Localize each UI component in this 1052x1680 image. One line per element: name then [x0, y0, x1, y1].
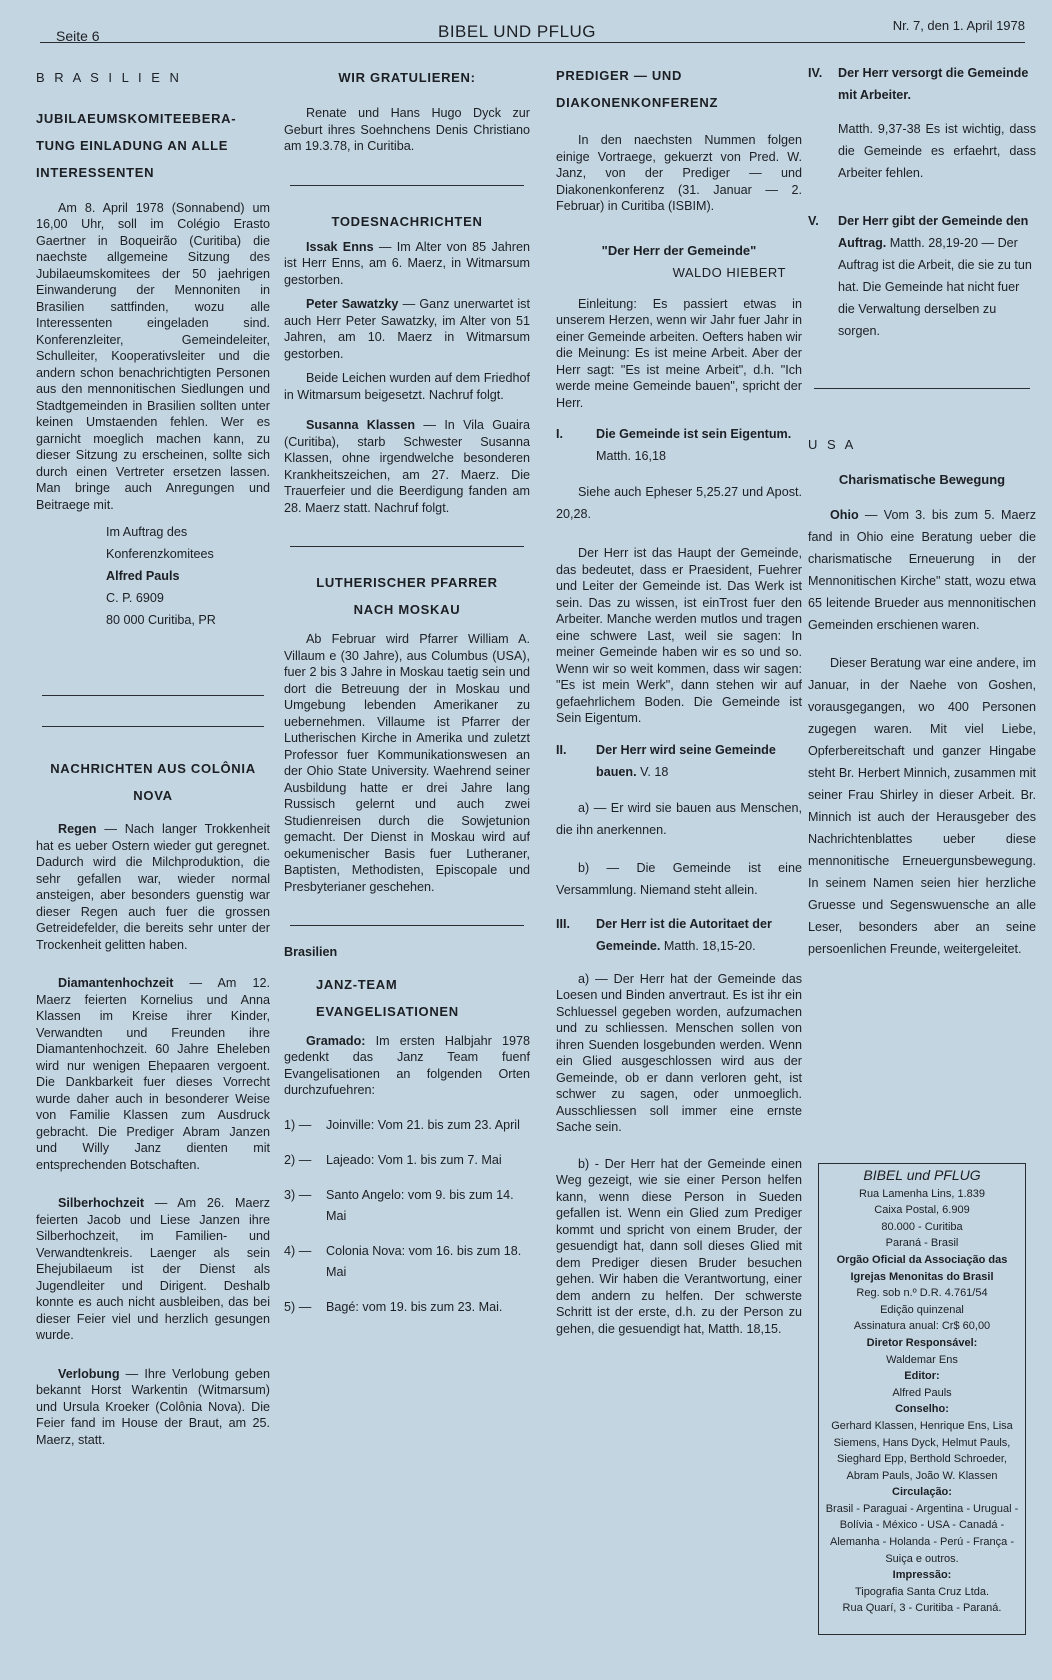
list-item: [284, 1185, 530, 1227]
list-number: 2) —: [284, 1152, 312, 1167]
heading-number: V.: [808, 214, 819, 228]
article-body: b) — Die Gemeinde ist eine Versammlung. Niemand steht allein.: [556, 860, 802, 897]
divider: [42, 726, 264, 727]
numbered-heading: [808, 210, 1036, 342]
box-title: BIBEL und PFLUG: [863, 1167, 981, 1183]
list-number: 5) —: [284, 1299, 312, 1314]
page-number: Seite 6: [56, 28, 100, 44]
numbered-heading: [556, 913, 802, 957]
item-lead: Diamantenhochzeit: [58, 976, 174, 990]
box-line: Conselho:: [895, 1403, 949, 1416]
item-text: — Am 26. Maerz feierten Jacob und Liese Janzen ihre Silberhochzeit, im Familien- und Verwandtenkreis. Laenger als sein Ehejubilaeum ist der Dienst als Jugendleiter und Dirigent. Deshalb konnte es auch nicht ausbleiben, das bei dieser Feier viel und herzlich gesungen wurde.: [36, 1196, 270, 1342]
item-lead: Ohio: [830, 508, 859, 522]
heading-ref: Matth. 16,18: [596, 449, 667, 463]
item-lead: Peter Sawatzky: [306, 297, 399, 311]
item-text: — Ganz unerwartet ist auch Herr Peter Sawatzky, im Alter von 51 Jahren, am 10. Maerz in Witmarsum gestorben.: [284, 297, 530, 361]
item-text: — Am 12. Maerz feierten Kornelius und Anna Klassen im Kreise ihrer Kinder, Verwandten und Freunden ihre Diamantenhochzeit. 60 Jahre Eheleben wird nur wenigen Ehepaaren vergoent. Die Dankbarkeit fuer dieses Vorrecht wurde daher auch in besonderer Weise von Familie Klassen zum Ausdruck gebracht. Die Prediger Abram Janzen und Willy Janz dienten mit entsprechenden Botschaften.: [36, 976, 270, 1172]
box-line: Alfred Pauls: [892, 1386, 952, 1399]
article-body: Beide Leichen wurden auf dem Friedhof in Witmarsum beigesetzt. Nachruf folgt.: [284, 371, 530, 402]
item-text: — In Vila Guaira (Curitiba), starb Schwester Susanna Klassen, ohne irgendwelche besonderen Krankheitszeichen, am 27. Maerz. Die Trauerfeier und die Beerdigung fanden am 28. Maerz statt. Nachruf folgt.: [284, 418, 530, 515]
article-body: [808, 504, 1036, 636]
heading-ref: Matth. 18,15-20.: [660, 938, 756, 953]
heading-number: IV.: [808, 66, 823, 80]
heading-number: III.: [556, 916, 570, 931]
article-body: b) - Der Herr hat der Gemeinde einen Weg gezeigt, wie sie einer Person helfen kann, wenn diese Person in Sueden gefallen ist. Wenn ein Glied zum Prediger kommt und spricht von einem Bruder, der gesuendigt hat, dann soll dieses Glied mit dem Prediger diesen Bruder besuchen gehen. Wir haben die Verantwortung, einer dem andern zu helfen. Der schwerste Schritt ist der erste, d.h. zu der Person zu gehen, die gesuendigt hat, Matth. 18,15.: [556, 1156, 802, 1336]
article-heading: JUBILAEUMSKOMITEEBERA-TUNG EINLADUNG AN ALLE INTERESSENTEN: [36, 110, 237, 180]
list-item: [284, 1150, 530, 1171]
section-country: B R A S I L I E N: [36, 70, 182, 85]
signature-line: Im Auftrag des: [106, 525, 188, 539]
article-body: Am 8. April 1978 (Sonnabend) um 16,00 Uhr, soll im Colégio Erasto Gaertner in Boqueirão (Curitiba) die naechste allgemeine Sitzung des Jubilaeumskomitees der 50 jaehrigen Einwanderung der Mennoniten in Brasilien sattfinden, wozu alle Interessenten eingeladen sind. Konferenzleiter, Gemeindeleiter, Schulleiter, Kooperativsleiter und die andern schon benachrichtigten Personen aus den mennonitischen Siedlungen und Stadtgemeinden in Brasilien sollten unter keinen Umstaenden fehlen. Wer es garnicht moeglich machen kann, zu dieser Sitzung zu erscheinen, sollte sich durch einen Vertreter ersetzen lassen. Man bringe auch Anregungen und Beitraege mit.: [36, 200, 270, 512]
heading-text: Der Herr wird seine Gemeinde bauen.: [596, 742, 776, 779]
list-number: 4) —: [284, 1243, 312, 1258]
box-line: Circulação:: [892, 1486, 952, 1499]
divider: [814, 388, 1030, 389]
heading-number: I.: [556, 427, 563, 441]
lecture-author: WALDO HIEBERT: [672, 265, 786, 280]
box-line: 80.000 - Curitiba: [881, 1220, 963, 1233]
article-body: a) — Der Herr hat der Gemeinde das Loesen und Binden anvertraut. Es ist ihr ein Schluessel gegeben worden, aufzumachen und zu schliessen. Menschen sollen von ihren Suenden losgebunden werden. Wenn ein Glied ausgeschlossen wird aus der Gemeinde, ob er dann verloren geht, ist schwer zu sagen, oder unmoeglich. Ausschliessen soll immer eine ernste Sache sein.: [556, 971, 802, 1134]
article-heading: TODESNACHRICHTEN: [331, 213, 483, 229]
numbered-heading: [556, 423, 802, 467]
obituary: [284, 296, 530, 362]
box-line: Gerhard Klassen, Henrique Ens, Lisa Siemens, Hans Dyck, Helmut Pauls, Sieghard Epp, Berthold Schroeder, Abram Pauls, João W. Klassen: [831, 1419, 1013, 1482]
signature-line: 80 000 Curitiba, PR: [106, 613, 216, 627]
list-text: Colonia Nova: vom 16. bis zum 18. Mai: [326, 1243, 522, 1279]
box-line: Reg. sob n.º D.R. 4.761/54: [856, 1287, 988, 1300]
signature-line: C. P. 6909: [106, 591, 164, 605]
box-line: Caixa Postal, 6.909: [874, 1204, 970, 1217]
item-lead: Silberhochzeit: [58, 1196, 145, 1210]
news-item: [36, 821, 270, 953]
article-heading: LUTHERISCHER PFARRER NACH MOSKAU: [316, 575, 498, 617]
heading-text: Die Gemeinde ist sein Eigentum.: [596, 427, 792, 441]
list-number: 1) —: [284, 1117, 312, 1132]
box-line: Waldemar Ens: [886, 1353, 958, 1366]
column-1: [36, 62, 270, 1456]
article-body: Dieser Beratung war eine andere, im Januar, in der Naehe von Goshen, vorausgegangen, wo 400 Personen zugegen waren. Mit viel Liebe, Opferbereitschaft und ganzer Hingabe steht Br. Herbert Minnich, zusammen mit seiner Frau Shirley in dieser Arbeit. Br. Minnich ist auch der Herausgeber des Nachrichtenblattes ueber diese mennonitische Erneuergunsbewegung. In seinem Namen seien hier herzliche Gruesse und Segenswuensche an alle Leser, besonders aber an seine persoenlichen Freunde, weitergeleitet.: [808, 656, 1036, 956]
news-item: [36, 975, 270, 1173]
news-item: [36, 1195, 270, 1344]
item-lead: Regen: [58, 822, 97, 836]
list-text: Bagé: vom 19. bis zum 23. Mai.: [326, 1299, 503, 1314]
article-body: Der Herr ist das Haupt der Gemeinde, das bedeutet, dass er Praesident, Fuehrer und Leiter der Gemeinde ist. Das Werk ist sein. Das zu wissen, ist einTrost fuer den Arbeiter. Manche werden mutlos und tragen eine schwere Last, weil sie sagen: In meiner Gemeinde haben wir es so und so. Wenn wir so weit kommen, dass wir sagen: "Es ist mein Werk", dann stehen wir auf gefaehrlichem Boden. Die Gemeinde ist Sein Eigentum.: [556, 546, 802, 725]
divider: [290, 546, 524, 547]
article-heading: JANZ-TEAM EVANGELISATIONEN: [316, 976, 459, 1019]
box-line: Paraná - Brasil: [885, 1237, 959, 1250]
article-body: In den naechsten Nummen folgen einige Vortraege, gekuerzt von Pred. W. Janz, von der Prediger — und Diakonenkonferenz (31. Januar — 2. Februar) in Curitiba (ISBIM).: [556, 133, 802, 213]
box-line: Rua Quarí, 3 - Curitiba - Paraná.: [842, 1602, 1002, 1615]
item-text: — Vom 3. bis zum 5. Maerz fand in Ohio eine Beratung ueber die charismatische Erneuerung in der Mennonitischen Kirche" statt, wozu etwa 65 leitende Brueder aus mennonitischen Gemeinden erschienen waren.: [808, 508, 1036, 632]
heading-text: Der Herr ist die Autoritaet der Gemeinde.: [596, 916, 772, 953]
list-item: [284, 1241, 530, 1283]
box-line: Orgão Oficial da Associação das Igrejas Menonitas do Brasil: [836, 1253, 1008, 1283]
item-lead: Verlobung: [58, 1366, 120, 1381]
article-body: Ab Februar wird Pfarrer William A. Villaum e (30 Jahre), aus Columbus (USA), fuer 2 bis 3 Jahre in Moskau taetig sein und dort die Betreuung der in Moskau und Umgebung lebenden Amerikaner zu uebernehmen. Villaume ist Pfarrer der Lutherischen Kirche in Amerika und zuletzt Professor fuer Kommunikationswesen an der Ohio State University. Waehrend seiner Ausbildung hatte er drei Jahre lang Russisch gelernt und auch zwei Studienreisen durch die Sowjetunion gemacht. Der Dienst in Moskau wird auf oekumenischer Basis fuer Lutheraner, Baptisten, Methodisten, Episcopale und Presbyterianer geschehen.: [284, 632, 530, 894]
divider: [42, 695, 264, 696]
signature-block: [106, 521, 270, 631]
heading-number: II.: [556, 742, 567, 757]
issue-date: Nr. 7, den 1. April 1978: [892, 18, 1025, 33]
item-text: — Nach langer Trokkenheit hat es ueber Ostern wieder gut geregnet. Dadurch wird die Milchproduktion, die sehr gefallen war, wieder normal ansteigen, aber besonders guenstig war dieser Regen auch fuer die grossen Getreidefelder, die bereits sehr unter der Trockenheit gelitten haben.: [36, 822, 270, 952]
item-text: — Im Alter von 85 Jahren ist Herr Enns, am 6. Maerz, in Witmarsum gestorben.: [284, 239, 530, 287]
item-text: — Ihre Verlobung geben bekannt Horst Warkentin (Witmarsum) und Ursula Kroeker (Colônia Nova). Die Feier fand im House der Braut, am 25. Maerz, statt.: [36, 1366, 270, 1447]
box-line: Tipografia Santa Cruz Ltda.: [854, 1585, 990, 1598]
article-body: [284, 1033, 530, 1099]
box-line: Brasil - Paraguai - Argentina - Urugual - Bolívia - México - USA - Canadá - Alemanha - Holanda - Perú - França - Suiça e outros.: [825, 1502, 1019, 1565]
numbered-heading: [808, 62, 1036, 106]
list-item: [284, 1115, 530, 1136]
box-line: Editor:: [904, 1370, 940, 1383]
heading-text: Der Herr gibt der Gemeinde den Auftrag.: [838, 214, 1029, 250]
article-body: Einleitung: Es passiert etwas in unserem Herzen, wenn wir Jahr fuer Jahr in einer Gemeinde arbeiten. Oefters haben wir die Meinung: Es ist meine Arbeit. Aber der Herr sagt: "Es ist meine Arbeit", d.h. "Ich werde meine Gemeinde bauen", spricht der Herr.: [556, 296, 802, 410]
article-body: Siehe auch Epheser 5,25.27 und Apost. 20,28.: [556, 485, 802, 521]
list-item: [284, 1297, 530, 1318]
kicker: Brasilien: [284, 945, 338, 959]
section-country: U S A: [808, 437, 857, 452]
box-line: Assinatura anual: Cr$ 60,00: [853, 1320, 991, 1333]
list-text: Joinville: Vom 21. bis zum 23. April: [326, 1117, 520, 1132]
column-3: [556, 62, 802, 1345]
lecture-title: "Der Herr der Gemeinde": [601, 242, 757, 258]
numbered-heading: [556, 739, 802, 783]
box-line: Rua Lamenha Lins, 1.839: [859, 1187, 985, 1200]
item-lead: Issak Enns: [306, 239, 374, 254]
article-body: a) — Er wird sie bauen aus Menschen, die ihn anerkennen.: [556, 800, 802, 837]
item-lead: Gramado:: [306, 1033, 366, 1048]
list-text: Lajeado: Vom 1. bis zum 7. Mai: [326, 1152, 502, 1167]
header-rule: [40, 42, 1025, 43]
item-lead: Susanna Klassen: [306, 418, 416, 432]
divider: [290, 185, 524, 186]
news-item: [36, 1366, 270, 1449]
article-body: Renate und Hans Hugo Dyck zur Geburt ihres Soehnchens Denis Christiano am 19.3.78, in Curitiba.: [284, 106, 530, 153]
list-text: Santo Angelo: vom 9. bis zum 14. Mai: [326, 1187, 514, 1223]
item-text: Im ersten Halbjahr 1978 gedenkt das Janz Team fuenf Evangelisationen an folgenden Orten durchzufuehren:: [284, 1033, 530, 1097]
page-header: [40, 18, 1025, 42]
box-line: Impressão:: [892, 1569, 952, 1582]
column-4: [808, 62, 1036, 968]
obituary: [284, 239, 530, 289]
divider: [290, 925, 524, 926]
box-line: Edição quinzenal: [880, 1303, 964, 1316]
article-heading: PREDIGER — UND DIAKONENKONFERENZ: [556, 68, 719, 110]
article-heading: WIR GRATULIEREN:: [338, 70, 476, 85]
article-heading: NACHRICHTEN AUS COLÔNIA NOVA: [50, 761, 256, 803]
heading-ref: V. 18: [636, 764, 669, 779]
editorial-box: [818, 1163, 1026, 1635]
heading-body: Matth. 28,19-20 — Der Auftrag ist die Arbeit, die sie zu tun hat. Die Gemeinde hat nicht fuer die Verwaltung derselben zu sorgen.: [838, 236, 1032, 338]
signature-line: Konferenzkomitees: [106, 547, 214, 561]
signature-name: Alfred Pauls: [106, 569, 180, 583]
column-2: [284, 62, 530, 1332]
masthead: BIBEL UND PFLUG: [438, 22, 597, 41]
heading-text: Der Herr versorgt die Gemeinde mit Arbeiter.: [838, 66, 1029, 102]
article-heading: Charismatische Bewegung: [838, 471, 1006, 487]
obituary: [284, 417, 530, 516]
box-line: Diretor Responsável:: [866, 1336, 978, 1349]
list-number: 3) —: [284, 1187, 312, 1202]
article-body: Matth. 9,37-38 Es ist wichtig, dass die Gemeinde es erfaehrt, dass Arbeiter fehlen.: [838, 122, 1036, 180]
